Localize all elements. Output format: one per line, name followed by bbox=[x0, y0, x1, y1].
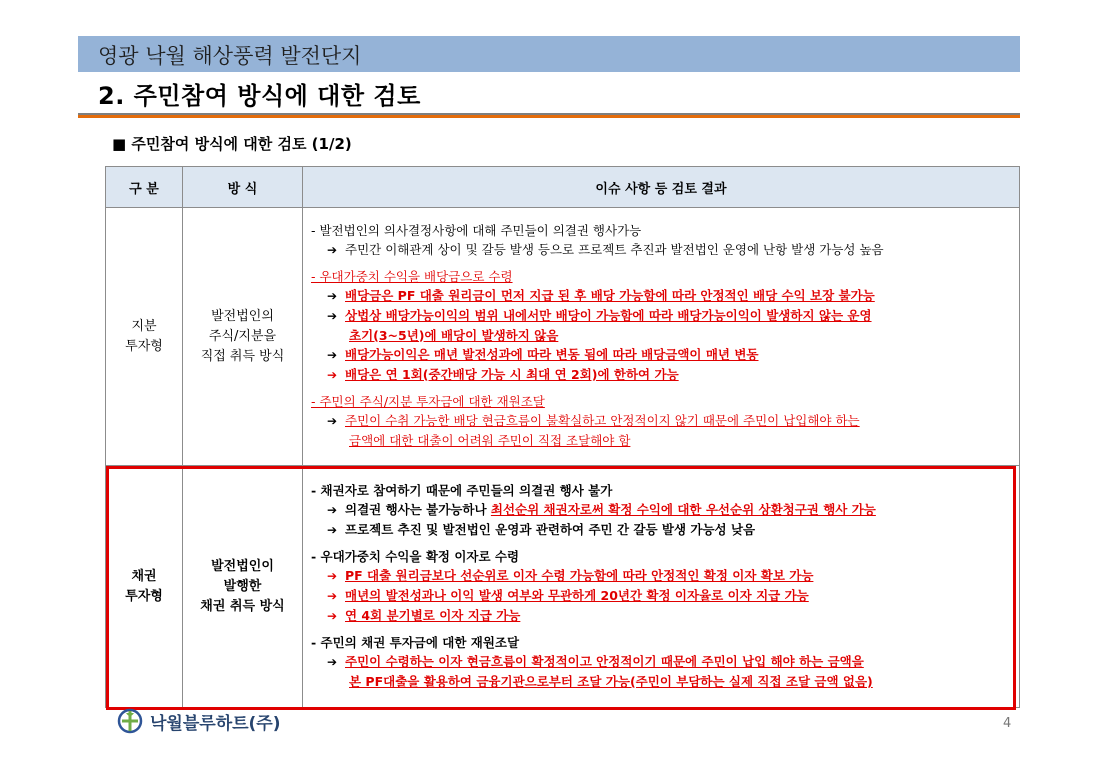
category-equity bbox=[106, 208, 183, 466]
issue-text: 금액에 대한 대출이 어려워 주민이 직접 조달해야 함 bbox=[349, 432, 631, 448]
arrow-right-icon: ➔ bbox=[327, 503, 338, 517]
header-issues: 이슈 사항 등 검토 결과 bbox=[303, 167, 1020, 208]
page-title: 2. 주민참여 방식에 대한 검토 bbox=[98, 82, 421, 110]
issue-line bbox=[311, 326, 1011, 345]
issue-heading: - 주민의 주식/지분 투자금에 대한 재원조달 bbox=[311, 393, 545, 409]
category-line: 채권 bbox=[131, 568, 157, 584]
arrow-right-icon: ➔ bbox=[327, 569, 338, 583]
issue-text: 프로젝트 추진 및 발전법인 운영과 관련하여 주민 간 갈등 발생 가능성 낮음 bbox=[345, 522, 756, 537]
issue-line bbox=[311, 500, 1011, 520]
issue-text: 본 PF대출을 활용하여 금융기관으로부터 조달 가능(주민이 부담하는 실제 직접 조달 금액 없음) bbox=[349, 674, 873, 689]
arrow-right-icon: ➔ bbox=[327, 413, 338, 428]
arrow-right-icon: ➔ bbox=[327, 367, 338, 382]
issue-block bbox=[311, 633, 1011, 691]
issue-text: 배당가능이익은 매년 발전성과에 따라 변동 됨에 따라 배당금액이 매년 변동 bbox=[345, 346, 759, 362]
method-line: 발전법인의 bbox=[211, 308, 274, 324]
issue-text: PF 대출 원리금보다 선순위로 이자 수령 가능함에 따라 안정적인 확정 이자 확보 가능 bbox=[345, 568, 814, 583]
logo-text: 낙월블루하트(주) bbox=[150, 713, 281, 734]
issue-heading: - 우대가중치 수익을 배당금으로 수령 bbox=[311, 268, 513, 284]
issue-line bbox=[311, 345, 1011, 365]
issue-line bbox=[311, 286, 1011, 306]
issue-line bbox=[311, 672, 1011, 691]
issue-block bbox=[311, 481, 1011, 540]
method-line: 발전법인이 bbox=[211, 558, 274, 574]
issue-text: 배당금은 PF 대출 원리금이 먼저 지급 된 후 배당 가능함에 따라 안정적인 배당 수익 보장 불가능 bbox=[345, 287, 875, 303]
issue-heading: - 주민의 채권 투자금에 대한 재원조달 bbox=[311, 635, 520, 650]
issue-line bbox=[311, 586, 1011, 606]
issue-line bbox=[311, 240, 1011, 260]
project-name: 영광 낙월 해상풍력 발전단지 bbox=[98, 44, 362, 68]
issue-text: 주민간 이해관계 상이 및 갈등 발생 등으로 프로젝트 추진과 발전법인 운영에 난항 발생 가능성 높음 bbox=[345, 241, 884, 257]
method-line: 채권 취득 방식 bbox=[200, 598, 285, 614]
issue-text: 연 4회 분기별로 이자 지급 가능 bbox=[345, 608, 521, 623]
issue-heading: - 우대가중치 수익을 확정 이자로 수령 bbox=[311, 549, 520, 564]
issue-heading: - 발전법인의 의사결정사항에 대해 주민들이 의결권 행사가능 bbox=[311, 222, 642, 238]
company-logo bbox=[116, 707, 281, 735]
issue-line bbox=[311, 411, 1011, 431]
title-accent-line bbox=[78, 115, 1020, 118]
issue-line bbox=[311, 566, 1011, 586]
category-line: 지분 bbox=[131, 318, 157, 334]
method-bond bbox=[183, 466, 303, 708]
issue-line bbox=[311, 306, 1011, 326]
method-line: 발행한 bbox=[223, 578, 262, 594]
page-number: 4 bbox=[1003, 716, 1012, 731]
arrow-right-icon: ➔ bbox=[327, 589, 338, 603]
issue-text: 의결권 행사는 불가능하나 bbox=[345, 502, 491, 517]
issue-text-highlight: 최선순위 채권자로써 확정 수익에 대한 우선순위 상환청구권 행사 가능 bbox=[490, 502, 876, 517]
issue-line bbox=[311, 365, 1011, 385]
header-category: 구 분 bbox=[106, 167, 183, 208]
header-method: 방 식 bbox=[183, 167, 303, 208]
method-line: 직접 취득 방식 bbox=[200, 348, 285, 364]
issue-line bbox=[311, 652, 1011, 672]
issue-text: 주민이 수취 가능한 배당 현금흐름이 불확실하고 안정적이지 않기 때문에 주민이 납입해야 하는 bbox=[345, 412, 860, 428]
issue-line bbox=[311, 520, 1011, 540]
issue-text: 배당은 연 1회(중간배당 가능 시 최대 연 2회)에 한하여 가능 bbox=[345, 366, 679, 382]
issue-line bbox=[311, 431, 1011, 450]
arrow-right-icon: ➔ bbox=[327, 347, 338, 362]
issues-bond bbox=[303, 466, 1020, 708]
category-bond bbox=[106, 466, 183, 708]
arrow-right-icon: ➔ bbox=[327, 288, 338, 303]
issue-text: 초기(3~5년)에 배당이 발생하지 않음 bbox=[349, 327, 559, 343]
method-line: 주식/지분을 bbox=[208, 328, 277, 344]
issue-block bbox=[311, 547, 1011, 626]
issue-text: 상법상 배당가능이익의 범위 내에서만 배당이 가능함에 따라 배당가능이익이 발생하지 않는 운영 bbox=[345, 307, 872, 323]
table-header-row bbox=[106, 167, 1020, 208]
issues-equity bbox=[303, 208, 1020, 466]
review-table bbox=[105, 166, 1020, 708]
arrow-right-icon: ➔ bbox=[327, 523, 338, 537]
issue-block bbox=[311, 221, 1011, 260]
table-row-equity bbox=[106, 208, 1020, 466]
issue-line bbox=[311, 606, 1011, 626]
arrow-right-icon: ➔ bbox=[327, 242, 338, 257]
arrow-right-icon: ➔ bbox=[327, 609, 338, 623]
table-row-bond bbox=[106, 466, 1020, 708]
issue-text: 주민이 수령하는 이자 현금흐름이 확정적이고 안정적이기 때문에 주민이 납입 해야 하는 금액을 bbox=[345, 654, 864, 669]
arrow-right-icon: ➔ bbox=[327, 308, 338, 323]
category-line: 투자형 bbox=[125, 338, 163, 354]
method-equity bbox=[183, 208, 303, 466]
arrow-right-icon: ➔ bbox=[327, 655, 338, 669]
issue-block bbox=[311, 392, 1011, 450]
logo-icon bbox=[116, 707, 146, 735]
category-line: 투자형 bbox=[125, 588, 163, 604]
section-heading: ■ 주민참여 방식에 대한 검토 (1/2) bbox=[112, 135, 352, 153]
issue-text: 매년의 발전성과나 이익 발생 여부와 무관하게 20년간 확정 이자율로 이자 지급 가능 bbox=[345, 588, 809, 603]
issue-block bbox=[311, 267, 1011, 385]
issue-heading: - 채권자로 참여하기 때문에 주민들의 의결권 행사 불가 bbox=[311, 483, 613, 498]
